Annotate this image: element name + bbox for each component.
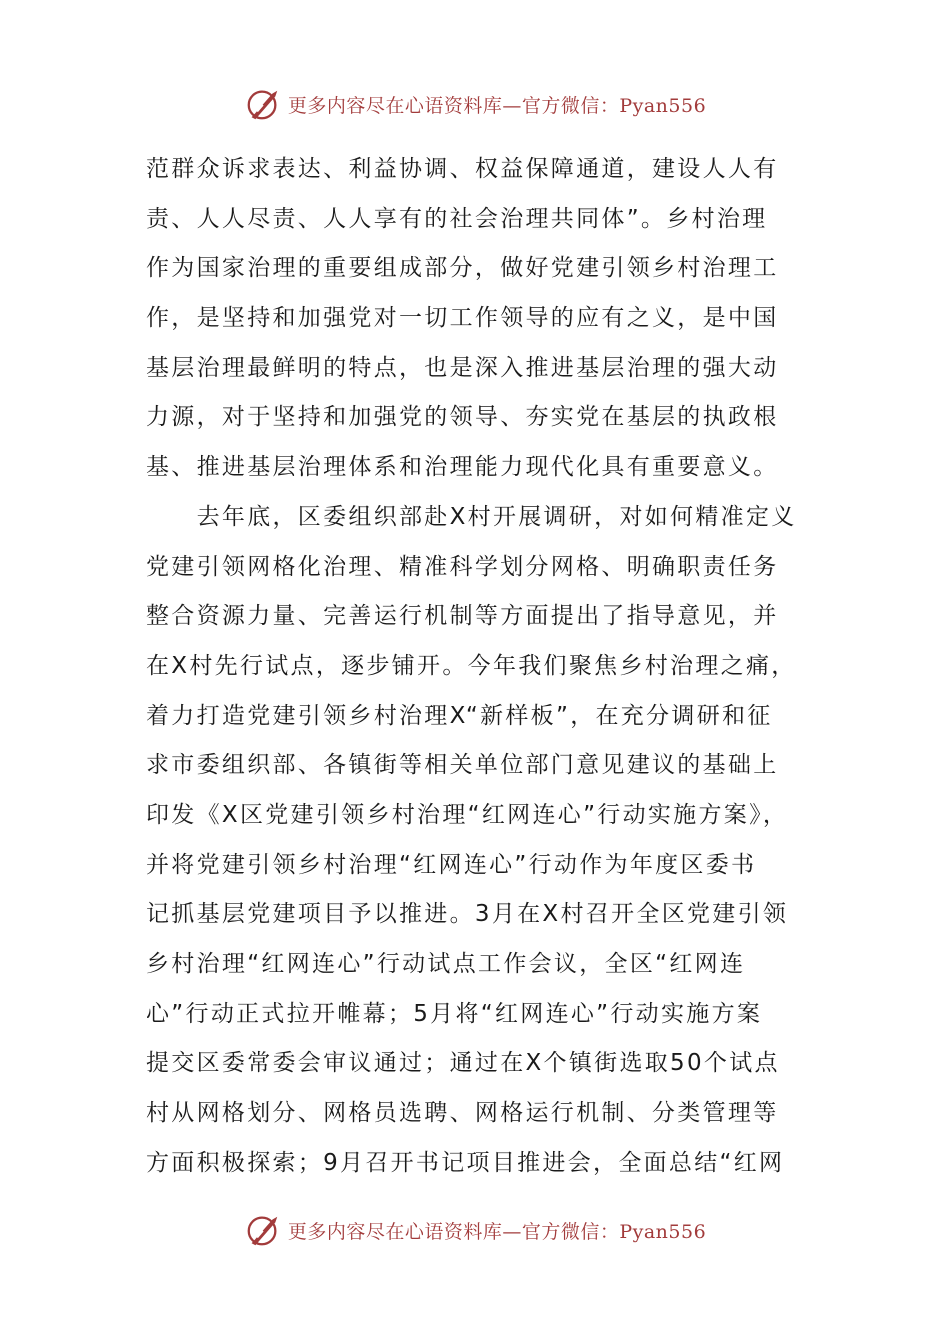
text-line: 心”行动正式拉开帷幕；5月将“红网连心”行动实施方案 <box>146 1000 763 1027</box>
document-body <box>146 145 806 1188</box>
text-line: 着力打造党建引领乡村治理X“新样板”，在充分调研和征 <box>146 702 773 729</box>
text-line: 范群众诉求表达、利益协调、权益保障通道，建设人人有 <box>146 156 779 182</box>
text-line: 求市委组织部、各镇街等相关单位部门意见建议的基础上 <box>146 752 779 779</box>
text-line: 方面积极探索；9月召开书记项目推进会，全面总结“红网 <box>146 1149 785 1176</box>
text-line: 印发《X区党建引领乡村治理“红网连心”行动实施方案》， <box>146 801 789 828</box>
footer-text: 更多内容尽在心语资料库—官方微信：Pyan556 <box>287 1220 707 1243</box>
text-line: 党建引领网格化治理、精准科学划分网格、明确职责任务 <box>146 553 779 580</box>
text-line: 整合资源力量、完善运行机制等方面提出了指导意见，并 <box>146 603 779 630</box>
text-line: 作为国家治理的重要组成部分，做好党建引领乡村治理工 <box>146 255 779 282</box>
text-line: 去年底，区委组织部赴X村开展调研，对如何精准定义 <box>146 503 797 530</box>
text-line: 记抓基层党建项目予以推进。3月在X村召开全区党建引领 <box>146 901 789 928</box>
text-line: 提交区委常委会审议通过；通过在X个镇街选取50个试点 <box>146 1050 780 1077</box>
text-line: 在X村先行试点，逐步铺开。今年我们聚焦乡村治理之痛， <box>146 652 797 679</box>
text-line: 并将党建引领乡村治理“红网连心”行动作为年度区委书 <box>146 851 757 878</box>
footer-banner <box>0 1210 950 1250</box>
text-line: 村从网格划分、网格员选聘、网格运行机制、分类管理等 <box>146 1100 779 1127</box>
text-line: 责、人人尽责、人人享有的社会治理共同体”。乡村治理 <box>146 205 768 232</box>
pen-nib-logo-icon <box>244 1211 282 1249</box>
pen-nib-logo-icon <box>244 85 282 123</box>
header-text: 更多内容尽在心语资料库—官方微信：Pyan556 <box>287 94 707 117</box>
header-banner <box>0 84 950 124</box>
text-line: 作，是坚持和加强党对一切工作领导的应有之义，是中国 <box>146 305 779 332</box>
text-line: 基层治理最鲜明的特点，也是深入推进基层治理的强大动 <box>146 354 779 381</box>
text-line: 力源，对于坚持和加强党的领导、夯实党在基层的执政根 <box>146 404 779 431</box>
text-line: 乡村治理“红网连心”行动试点工作会议，全区“红网连 <box>146 951 746 977</box>
text-line: 基、推进基层治理体系和治理能力现代化具有重要意义。 <box>146 454 779 481</box>
